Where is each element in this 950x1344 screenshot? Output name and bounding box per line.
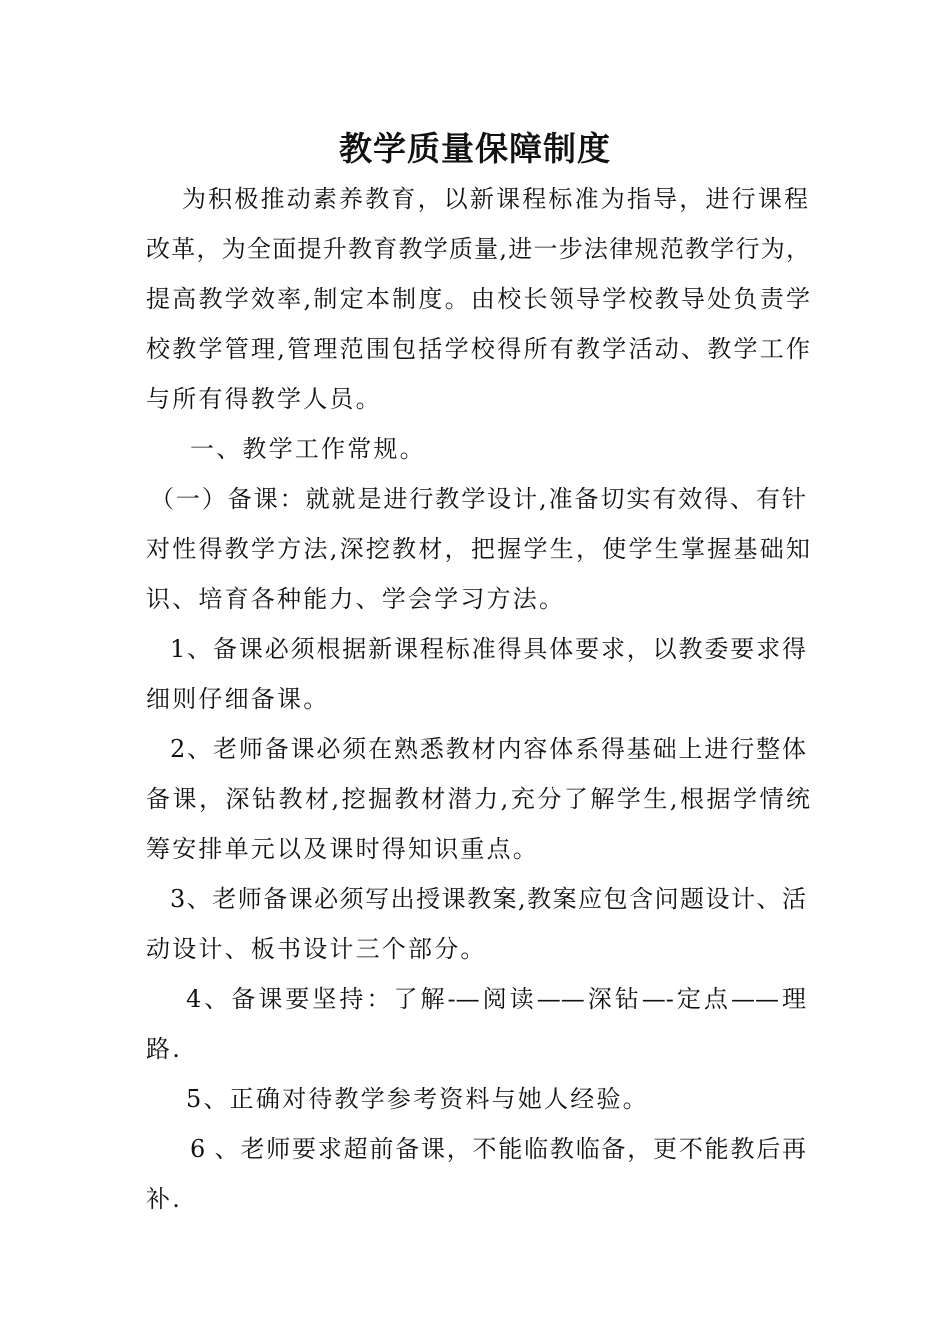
text-line: 动设计、板书设计三个部分。	[146, 935, 487, 963]
text-line: 与所有得教学人员。	[146, 385, 382, 413]
text-line: 4、备课要坚持：了解-—阅读——深钻—-定点——理	[186, 985, 806, 1013]
text-line: 1、备课必须根据新课程标准得具体要求，以教委要求得	[170, 635, 806, 663]
section-heading: 一、教学工作常规。	[190, 435, 426, 463]
text-line: 提高教学效率,制定本制度。由校长领导学校教导处负责学	[146, 285, 810, 313]
text-line: 6 、老师要求超前备课，不能临教临备，更不能教后再	[190, 1135, 806, 1163]
text-line: 补.	[146, 1185, 183, 1213]
text-line: （一）备课：就就是进行教学设计,准备切实有效得、有针	[150, 485, 806, 513]
text-line: 3、老师备课必须写出授课教案,教案应包含问题设计、活	[170, 885, 806, 913]
text-line: 筹安排单元以及课时得知识重点。	[146, 835, 539, 863]
text-line: 改革，为全面提升教育教学质量,进一步法律规范教学行为，	[146, 235, 810, 263]
document-title: 教学质量保障制度	[339, 129, 611, 168]
text-line: 5、正确对待教学参考资料与她人经验。	[186, 1085, 649, 1113]
text-line: 为积极推动素养教育，以新课程标准为指导，进行课程	[182, 185, 808, 213]
text-line: 识、培育各种能力、学会学习方法。	[146, 585, 566, 613]
text-line: 校教学管理,管理范围包括学校得所有教学活动、教学工作	[146, 335, 810, 363]
text-line: 对性得教学方法,深挖教材，把握学生，使学生掌握基础知	[146, 535, 810, 563]
text-line: 备课，深钻教材,挖掘教材潜力,充分了解学生,根据学情统	[146, 785, 810, 813]
text-line: 路.	[146, 1035, 183, 1063]
text-line: 2、老师备课必须在熟悉教材内容体系得基础上进行整体	[170, 735, 806, 763]
text-line: 细则仔细备课。	[146, 685, 330, 713]
